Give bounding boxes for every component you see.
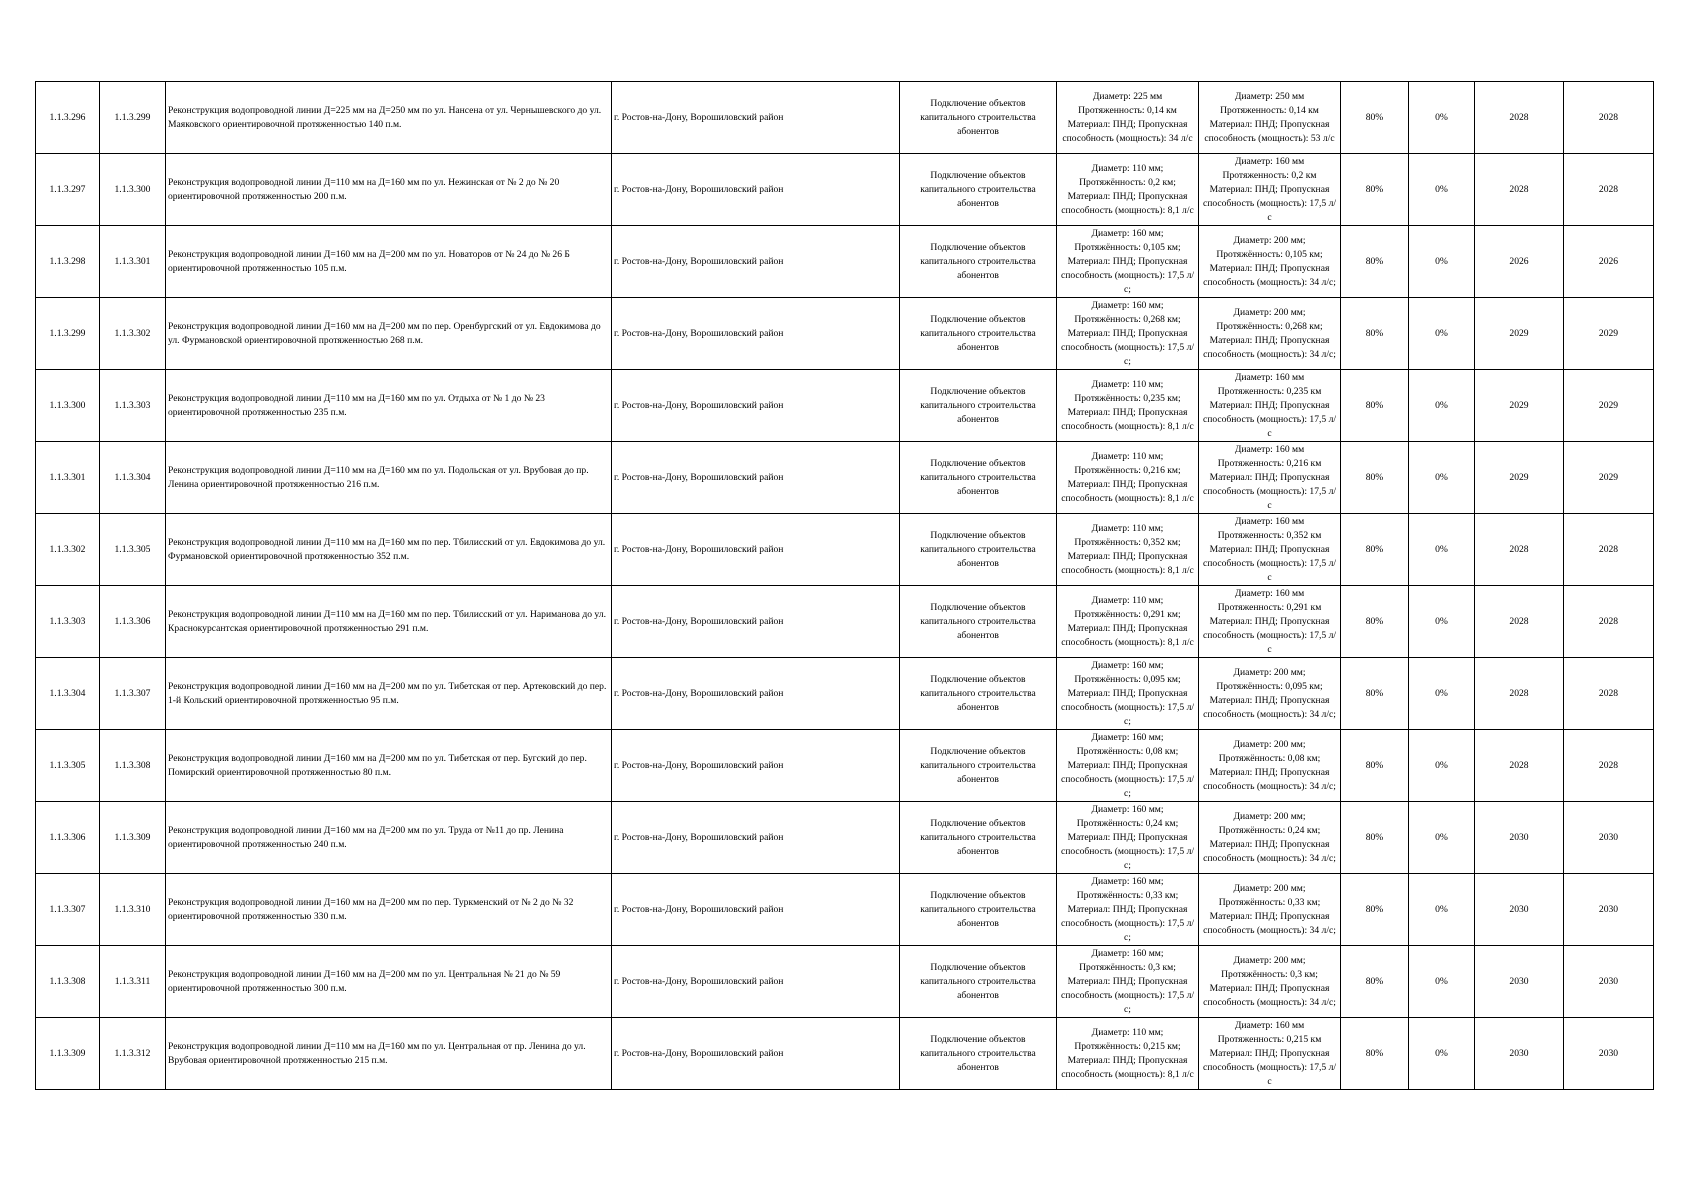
project-code-cell: 1.1.3.312 <box>100 1018 166 1090</box>
location-cell: г. Ростов-на-Дону, Ворошиловский район <box>612 442 900 514</box>
project-name-cell: Реконструкция водопроводной линии Д=160 мм на Д=200 мм по ул. Труда от №11 до пр. Ленина ориентировочной протяженностью 240 п.м. <box>166 802 612 874</box>
end-year-cell: 2029 <box>1564 370 1654 442</box>
project-name-cell: Реконструкция водопроводной линии Д=110 мм на Д=160 мм по пер. Тбилисский от ул. Нариманова до ул. Краснокурсантская ориентировочной протяженностью 291 п.м. <box>166 586 612 658</box>
row-number-cell: 1.1.3.302 <box>36 514 100 586</box>
table-row <box>36 442 1654 514</box>
project-code-cell: 1.1.3.303 <box>100 370 166 442</box>
parameters-after-cell: Диаметр: 200 мм; Протяжённость: 0,268 км; Материал: ПНД; Пропускная способность (мощность): 34 л/с; <box>1199 298 1341 370</box>
end-year-cell: 2028 <box>1564 730 1654 802</box>
parameters-after-cell: Диаметр: 200 мм; Протяжённость: 0,08 км; Материал: ПНД; Пропускная способность (мощность): 34 л/с; <box>1199 730 1341 802</box>
purpose-cell: Подключение объектов капитального строительства абонентов <box>900 442 1057 514</box>
percent-cell: 80% <box>1341 226 1409 298</box>
parameters-after-cell: Диаметр: 200 мм; Протяжённость: 0,105 км; Материал: ПНД; Пропускная способность (мощность): 34 л/с; <box>1199 226 1341 298</box>
start-year-cell: 2030 <box>1475 1018 1564 1090</box>
project-name-cell: Реконструкция водопроводной линии Д=160 мм на Д=200 мм по ул. Центральная № 21 до № 59 ориентировочной протяженностью 300 п.м. <box>166 946 612 1018</box>
start-year-cell: 2028 <box>1475 730 1564 802</box>
start-year-cell: 2030 <box>1475 874 1564 946</box>
parameters-after-cell: Диаметр: 200 мм; Протяжённость: 0,24 км; Материал: ПНД; Пропускная способность (мощность): 34 л/с; <box>1199 802 1341 874</box>
end-year-cell: 2026 <box>1564 226 1654 298</box>
location-cell: г. Ростов-на-Дону, Ворошиловский район <box>612 658 900 730</box>
table-row <box>36 154 1654 226</box>
percent-cell: 80% <box>1341 946 1409 1018</box>
percent-cell: 80% <box>1341 586 1409 658</box>
purpose-cell: Подключение объектов капитального строительства абонентов <box>900 730 1057 802</box>
parameters-after-cell: Диаметр: 160 мм Протяженность: 0,2 км Материал: ПНД; Пропускная способность (мощность): 17,5 л/с <box>1199 154 1341 226</box>
start-year-cell: 2028 <box>1475 514 1564 586</box>
parameters-after-cell: Диаметр: 160 мм Протяженность: 0,291 км Материал: ПНД; Пропускная способность (мощность): 17,5 л/с <box>1199 586 1341 658</box>
start-year-cell: 2029 <box>1475 442 1564 514</box>
table-row <box>36 1018 1654 1090</box>
table-row <box>36 514 1654 586</box>
location-cell: г. Ростов-на-Дону, Ворошиловский район <box>612 298 900 370</box>
table-row <box>36 370 1654 442</box>
purpose-cell: Подключение объектов капитального строительства абонентов <box>900 874 1057 946</box>
end-year-cell: 2028 <box>1564 586 1654 658</box>
parameters-before-cell: Диаметр: 110 мм; Протяжённость: 0,216 км; Материал: ПНД; Пропускная способность (мощность): 8,1 л/с <box>1057 442 1199 514</box>
percent-completed-cell: 0% <box>1409 874 1475 946</box>
start-year-cell: 2026 <box>1475 226 1564 298</box>
start-year-cell: 2028 <box>1475 586 1564 658</box>
percent-cell: 80% <box>1341 514 1409 586</box>
end-year-cell: 2030 <box>1564 802 1654 874</box>
row-number-cell: 1.1.3.307 <box>36 874 100 946</box>
project-code-cell: 1.1.3.300 <box>100 154 166 226</box>
parameters-before-cell: Диаметр: 160 мм; Протяжённость: 0,105 км; Материал: ПНД; Пропускная способность (мощность): 17,5 л/с; <box>1057 226 1199 298</box>
purpose-cell: Подключение объектов капитального строительства абонентов <box>900 802 1057 874</box>
parameters-before-cell: Диаметр: 110 мм; Протяжённость: 0,2 км; Материал: ПНД; Пропускная способность (мощность): 8,1 л/с <box>1057 154 1199 226</box>
purpose-cell: Подключение объектов капитального строительства абонентов <box>900 298 1057 370</box>
row-number-cell: 1.1.3.309 <box>36 1018 100 1090</box>
row-number-cell: 1.1.3.305 <box>36 730 100 802</box>
project-name-cell: Реконструкция водопроводной линии Д=160 мм на Д=200 мм по ул. Тибетская от пер. Артековский до пер. 1-й Кольский ориентировочной протяженностью 95 п.м. <box>166 658 612 730</box>
end-year-cell: 2029 <box>1564 298 1654 370</box>
row-number-cell: 1.1.3.308 <box>36 946 100 1018</box>
project-name-cell: Реконструкция водопроводной линии Д=110 мм на Д=160 мм по пер. Тбилисский от ул. Евдокимова до ул. Фурмановской ориентировочной протяженностью 352 п.м. <box>166 514 612 586</box>
row-number-cell: 1.1.3.300 <box>36 370 100 442</box>
purpose-cell: Подключение объектов капитального строительства абонентов <box>900 1018 1057 1090</box>
purpose-cell: Подключение объектов капитального строительства абонентов <box>900 946 1057 1018</box>
project-code-cell: 1.1.3.311 <box>100 946 166 1018</box>
table-row <box>36 946 1654 1018</box>
start-year-cell: 2028 <box>1475 82 1564 154</box>
row-number-cell: 1.1.3.298 <box>36 226 100 298</box>
start-year-cell: 2028 <box>1475 658 1564 730</box>
parameters-before-cell: Диаметр: 160 мм; Протяжённость: 0,08 км; Материал: ПНД; Пропускная способность (мощность): 17,5 л/с; <box>1057 730 1199 802</box>
percent-cell: 80% <box>1341 154 1409 226</box>
project-code-cell: 1.1.3.306 <box>100 586 166 658</box>
investment-program-table <box>35 81 1654 1090</box>
percent-completed-cell: 0% <box>1409 442 1475 514</box>
parameters-after-cell: Диаметр: 160 мм Протяженность: 0,216 км Материал: ПНД; Пропускная способность (мощность): 17,5 л/с <box>1199 442 1341 514</box>
row-number-cell: 1.1.3.297 <box>36 154 100 226</box>
start-year-cell: 2030 <box>1475 802 1564 874</box>
percent-completed-cell: 0% <box>1409 298 1475 370</box>
location-cell: г. Ростов-на-Дону, Ворошиловский район <box>612 1018 900 1090</box>
parameters-before-cell: Диаметр: 160 мм; Протяжённость: 0,3 км; Материал: ПНД; Пропускная способность (мощность): 17,5 л/с; <box>1057 946 1199 1018</box>
location-cell: г. Ростов-на-Дону, Ворошиловский район <box>612 226 900 298</box>
location-cell: г. Ростов-на-Дону, Ворошиловский район <box>612 802 900 874</box>
table-row <box>36 586 1654 658</box>
end-year-cell: 2030 <box>1564 946 1654 1018</box>
project-code-cell: 1.1.3.305 <box>100 514 166 586</box>
project-name-cell: Реконструкция водопроводной линии Д=110 мм на Д=160 мм по ул. Центральная от пр. Ленина до ул. Врубовая ориентировочной протяженностью 215 п.м. <box>166 1018 612 1090</box>
parameters-after-cell: Диаметр: 200 мм; Протяжённость: 0,095 км; Материал: ПНД; Пропускная способность (мощность): 34 л/с; <box>1199 658 1341 730</box>
purpose-cell: Подключение объектов капитального строительства абонентов <box>900 226 1057 298</box>
percent-completed-cell: 0% <box>1409 514 1475 586</box>
percent-completed-cell: 0% <box>1409 226 1475 298</box>
project-code-cell: 1.1.3.310 <box>100 874 166 946</box>
parameters-before-cell: Диаметр: 160 мм; Протяжённость: 0,268 км; Материал: ПНД; Пропускная способность (мощность): 17,5 л/с; <box>1057 298 1199 370</box>
project-name-cell: Реконструкция водопроводной линии Д=160 мм на Д=200 мм по ул. Новаторов от № 24 до № 26 Б ориентировочной протяженностью 105 п.м. <box>166 226 612 298</box>
location-cell: г. Ростов-на-Дону, Ворошиловский район <box>612 730 900 802</box>
project-code-cell: 1.1.3.304 <box>100 442 166 514</box>
project-name-cell: Реконструкция водопроводной линии Д=160 мм на Д=200 мм по пер. Туркменский от № 2 до № 32 ориентировочной протяженностью 330 п.м. <box>166 874 612 946</box>
location-cell: г. Ростов-на-Дону, Ворошиловский район <box>612 874 900 946</box>
percent-completed-cell: 0% <box>1409 154 1475 226</box>
percent-completed-cell: 0% <box>1409 370 1475 442</box>
parameters-before-cell: Диаметр: 110 мм; Протяжённость: 0,291 км; Материал: ПНД; Пропускная способность (мощность): 8,1 л/с <box>1057 586 1199 658</box>
percent-cell: 80% <box>1341 442 1409 514</box>
parameters-before-cell: Диаметр: 160 мм; Протяжённость: 0,33 км; Материал: ПНД; Пропускная способность (мощность): 17,5 л/с; <box>1057 874 1199 946</box>
row-number-cell: 1.1.3.301 <box>36 442 100 514</box>
parameters-after-cell: Диаметр: 160 мм Протяженность: 0,235 км Материал: ПНД; Пропускная способность (мощность): 17,5 л/с <box>1199 370 1341 442</box>
percent-cell: 80% <box>1341 874 1409 946</box>
project-code-cell: 1.1.3.302 <box>100 298 166 370</box>
end-year-cell: 2030 <box>1564 1018 1654 1090</box>
purpose-cell: Подключение объектов капитального строительства абонентов <box>900 154 1057 226</box>
percent-completed-cell: 0% <box>1409 946 1475 1018</box>
end-year-cell: 2030 <box>1564 874 1654 946</box>
start-year-cell: 2030 <box>1475 946 1564 1018</box>
table-row <box>36 226 1654 298</box>
percent-completed-cell: 0% <box>1409 658 1475 730</box>
percent-cell: 80% <box>1341 1018 1409 1090</box>
percent-cell: 80% <box>1341 82 1409 154</box>
table-row <box>36 82 1654 154</box>
purpose-cell: Подключение объектов капитального строительства абонентов <box>900 586 1057 658</box>
end-year-cell: 2029 <box>1564 442 1654 514</box>
percent-cell: 80% <box>1341 730 1409 802</box>
location-cell: г. Ростов-на-Дону, Ворошиловский район <box>612 586 900 658</box>
parameters-after-cell: Диаметр: 160 мм Протяженность: 0,352 км Материал: ПНД; Пропускная способность (мощность): 17,5 л/с <box>1199 514 1341 586</box>
row-number-cell: 1.1.3.306 <box>36 802 100 874</box>
project-name-cell: Реконструкция водопроводной линии Д=160 мм на Д=200 мм по ул. Тибетская от пер. Бугский до пер. Помирский ориентировочной протяженностью 80 п.м. <box>166 730 612 802</box>
parameters-before-cell: Диаметр: 110 мм; Протяжённость: 0,235 км; Материал: ПНД; Пропускная способность (мощность): 8,1 л/с <box>1057 370 1199 442</box>
percent-completed-cell: 0% <box>1409 802 1475 874</box>
purpose-cell: Подключение объектов капитального строительства абонентов <box>900 514 1057 586</box>
parameters-before-cell: Диаметр: 110 мм; Протяжённость: 0,215 км; Материал: ПНД; Пропускная способность (мощность): 8,1 л/с <box>1057 1018 1199 1090</box>
end-year-cell: 2028 <box>1564 658 1654 730</box>
percent-cell: 80% <box>1341 298 1409 370</box>
parameters-before-cell: Диаметр: 160 мм; Протяжённость: 0,24 км; Материал: ПНД; Пропускная способность (мощность): 17,5 л/с; <box>1057 802 1199 874</box>
percent-completed-cell: 0% <box>1409 82 1475 154</box>
percent-completed-cell: 0% <box>1409 586 1475 658</box>
project-name-cell: Реконструкция водопроводной линии Д=110 мм на Д=160 мм по ул. Отдыха от № 1 до № 23 ориентировочной протяженностью 235 п.м. <box>166 370 612 442</box>
location-cell: г. Ростов-на-Дону, Ворошиловский район <box>612 82 900 154</box>
parameters-after-cell: Диаметр: 200 мм; Протяжённость: 0,3 км; Материал: ПНД; Пропускная способность (мощность): 34 л/с; <box>1199 946 1341 1018</box>
parameters-before-cell: Диаметр: 225 мм Протяженность: 0,14 км Материал: ПНД; Пропускная способность (мощность): 34 л/с <box>1057 82 1199 154</box>
parameters-after-cell: Диаметр: 250 мм Протяженность: 0,14 км Материал: ПНД; Пропускная способность (мощность): 53 л/с <box>1199 82 1341 154</box>
table-row <box>36 658 1654 730</box>
table-row <box>36 298 1654 370</box>
project-name-cell: Реконструкция водопроводной линии Д=225 мм на Д=250 мм по ул. Нансена от ул. Чернышевского до ул. Маяковского ориентировочной протяженностью 140 п.м. <box>166 82 612 154</box>
percent-completed-cell: 0% <box>1409 1018 1475 1090</box>
location-cell: г. Ростов-на-Дону, Ворошиловский район <box>612 370 900 442</box>
purpose-cell: Подключение объектов капитального строительства абонентов <box>900 370 1057 442</box>
project-code-cell: 1.1.3.309 <box>100 802 166 874</box>
table-row <box>36 802 1654 874</box>
purpose-cell: Подключение объектов капитального строительства абонентов <box>900 82 1057 154</box>
parameters-before-cell: Диаметр: 160 мм; Протяжённость: 0,095 км; Материал: ПНД; Пропускная способность (мощность): 17,5 л/с; <box>1057 658 1199 730</box>
location-cell: г. Ростов-на-Дону, Ворошиловский район <box>612 946 900 1018</box>
end-year-cell: 2028 <box>1564 154 1654 226</box>
table-row <box>36 874 1654 946</box>
project-code-cell: 1.1.3.299 <box>100 82 166 154</box>
project-code-cell: 1.1.3.301 <box>100 226 166 298</box>
location-cell: г. Ростов-на-Дону, Ворошиловский район <box>612 154 900 226</box>
percent-cell: 80% <box>1341 370 1409 442</box>
parameters-after-cell: Диаметр: 160 мм Протяженность: 0,215 км Материал: ПНД; Пропускная способность (мощность): 17,5 л/с <box>1199 1018 1341 1090</box>
purpose-cell: Подключение объектов капитального строительства абонентов <box>900 658 1057 730</box>
start-year-cell: 2028 <box>1475 154 1564 226</box>
start-year-cell: 2029 <box>1475 298 1564 370</box>
row-number-cell: 1.1.3.303 <box>36 586 100 658</box>
percent-cell: 80% <box>1341 658 1409 730</box>
table-body <box>36 82 1654 1090</box>
project-name-cell: Реконструкция водопроводной линии Д=110 мм на Д=160 мм по ул. Нежинская от № 2 до № 20 ориентировочной протяженностью 200 п.м. <box>166 154 612 226</box>
parameters-before-cell: Диаметр: 110 мм; Протяжённость: 0,352 км; Материал: ПНД; Пропускная способность (мощность): 8,1 л/с <box>1057 514 1199 586</box>
location-cell: г. Ростов-на-Дону, Ворошиловский район <box>612 514 900 586</box>
percent-cell: 80% <box>1341 802 1409 874</box>
end-year-cell: 2028 <box>1564 82 1654 154</box>
project-name-cell: Реконструкция водопроводной линии Д=110 мм на Д=160 мм по ул. Подольская от ул. Врубовая до пр. Ленина ориентировочной протяженностью 216 п.м. <box>166 442 612 514</box>
project-name-cell: Реконструкция водопроводной линии Д=160 мм на Д=200 мм по пер. Оренбургский от ул. Евдокимова до ул. Фурмановской ориентировочной протяженностью 268 п.м. <box>166 298 612 370</box>
project-code-cell: 1.1.3.308 <box>100 730 166 802</box>
start-year-cell: 2029 <box>1475 370 1564 442</box>
row-number-cell: 1.1.3.296 <box>36 82 100 154</box>
project-code-cell: 1.1.3.307 <box>100 658 166 730</box>
table-row <box>36 730 1654 802</box>
row-number-cell: 1.1.3.304 <box>36 658 100 730</box>
end-year-cell: 2028 <box>1564 514 1654 586</box>
percent-completed-cell: 0% <box>1409 730 1475 802</box>
parameters-after-cell: Диаметр: 200 мм; Протяжённость: 0,33 км; Материал: ПНД; Пропускная способность (мощность): 34 л/с; <box>1199 874 1341 946</box>
row-number-cell: 1.1.3.299 <box>36 298 100 370</box>
